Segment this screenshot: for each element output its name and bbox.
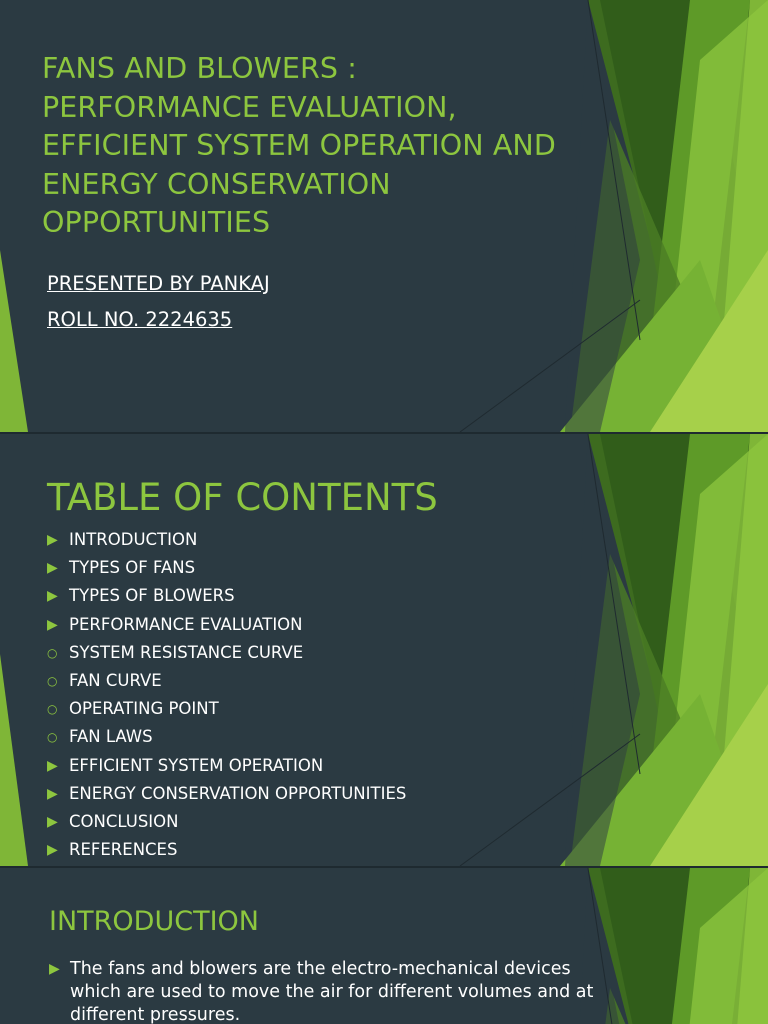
left-accent-shape	[0, 250, 28, 432]
toc-item	[47, 615, 406, 643]
triangle-bullet-icon: ▶	[47, 842, 58, 859]
triangle-bullet-icon: ▶	[47, 616, 58, 633]
triangle-bullet-icon: ▶	[47, 785, 58, 802]
introduction-text: The fans and blowers are the electro-mechanical devices which are used to move the air for different volumes and at different pressures.	[70, 959, 594, 1024]
introduction-paragraph	[49, 958, 595, 1024]
triangle-bullet-icon: ▶	[47, 813, 58, 830]
toc-item-label: CONCLUSION	[69, 811, 179, 831]
toc-item-label: INTRODUCTION	[69, 530, 198, 549]
presenter-name: PRESENTED BY PANKAJ	[47, 272, 270, 295]
toc-item	[47, 840, 406, 866]
toc-item-label: OPERATING POINT	[69, 699, 219, 719]
toc-item-label: REFERENCES	[69, 840, 178, 860]
toc-item-label: SYSTEM RESISTANCE CURVE	[69, 642, 304, 662]
triangle-bullet-icon: ▶	[47, 588, 58, 605]
toc-item	[47, 812, 406, 840]
toc-item-label: ENERGY CONSERVATION OPPORTUNITIES	[69, 783, 407, 803]
toc-item-label: TYPES OF FANS	[69, 558, 196, 578]
triangle-bullet-icon: ▶	[47, 532, 58, 548]
toc-item	[47, 784, 406, 812]
toc-item	[47, 558, 406, 586]
toc-item	[47, 671, 406, 699]
toc-list	[47, 530, 406, 866]
toc-item	[47, 699, 406, 727]
slide-introduction	[0, 868, 768, 1024]
toc-item-label: EFFICIENT SYSTEM OPERATION	[69, 755, 324, 775]
toc-item	[47, 756, 406, 784]
toc-item-label: TYPES OF BLOWERS	[69, 586, 235, 606]
circle-bullet-icon: ○	[47, 702, 58, 717]
triangle-bullet-icon: ▶	[47, 757, 58, 774]
toc-title: TABLE OF CONTENTS	[47, 476, 438, 519]
triangle-bullet-icon: ▶	[49, 961, 60, 977]
toc-item-label: PERFORMANCE EVALUATION	[69, 614, 303, 634]
triangle-bullet-icon: ▶	[47, 560, 58, 577]
toc-item	[47, 586, 406, 614]
toc-item	[47, 727, 406, 755]
toc-item-label: FAN LAWS	[69, 727, 153, 747]
toc-item	[47, 530, 406, 558]
toc-item	[47, 643, 406, 671]
introduction-title: INTRODUCTION	[49, 906, 259, 937]
slide-table-of-contents	[0, 434, 768, 866]
toc-item-label: FAN CURVE	[69, 670, 162, 690]
presentation-title: FANS AND BLOWERS : PERFORMANCE EVALUATION, EFFICIENT SYSTEM OPERATION AND ENERGY CONSERVATION OPPORTUNITIES	[42, 52, 556, 239]
left-accent-shape	[0, 654, 28, 866]
slide-title	[0, 0, 768, 432]
circle-bullet-icon: ○	[47, 730, 58, 745]
roll-number: ROLL NO. 2224635	[47, 308, 233, 331]
circle-bullet-icon: ○	[47, 673, 58, 688]
circle-bullet-icon: ○	[47, 645, 58, 660]
